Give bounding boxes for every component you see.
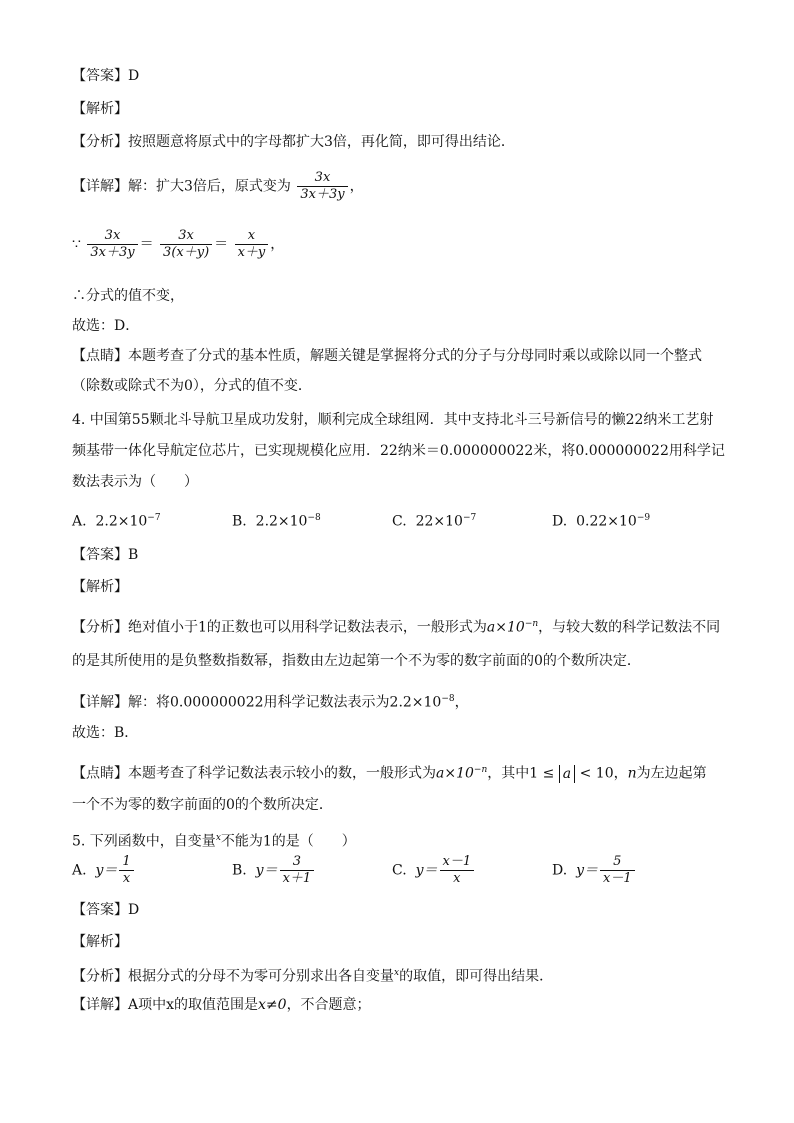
- q5-options: [72, 854, 712, 887]
- q5-option-d: D. y＝ $\frac{5}{x-1}$: [552, 854, 712, 887]
- q5-stem: 5. 下列函数中，自变量$^x$不能为1的是（ ）: [72, 833, 356, 850]
- q5-answer: 【答案】D: [72, 902, 140, 918]
- q3-fraction-1: $\frac{3x}{3x+3y}$: [297, 170, 347, 203]
- q5-option-a: A. y＝ $\frac{1}{x}$: [72, 854, 232, 887]
- q4-stem-2: 频基带一体化导航定位芯片，已实现规模化应用．22纳米＝0.000000022米，将0.000000022用科学记: [72, 443, 725, 459]
- q3-xiangjie: 【详解】解：扩大3倍后，原式变为 $\frac{3x}{3x+3y}$ ，: [72, 170, 364, 202]
- q5-analysis-label: 【解析】: [72, 934, 128, 950]
- q3-answer: 【答案】D: [72, 68, 140, 84]
- q3-therefore: ∴分式的值不变，: [72, 288, 184, 304]
- q3-dianjing-2: （除数或除式不为0），分式的值不变．: [72, 378, 312, 394]
- q4-fenxi-2: 的是其所使用的是负整数指数幂，指数由左边起第一个不为零的数字前面的0的个数所决定．: [72, 653, 641, 669]
- q3-choose: 故选：D．: [72, 318, 140, 334]
- q3-dianjing-1: 【点睛】本题考查了分式的基本性质，解题关键是掌握将分式的分子与分母同时乘以或除以同一个整式: [72, 348, 702, 364]
- q4-dianjing-1: 【点睛】本题考查了科学记数法表示较小的数，一般形式为$a\times 10^{-n}$，其中1 ≤ a < 10，n为左边起第: [72, 765, 707, 782]
- q4-option-a: A. $2.2\times 10^{-7}$: [72, 513, 161, 530]
- q4-option-b: B. $2.2\times 10^{-8}$: [232, 513, 321, 530]
- q5-option-c: C. y＝ $\frac{x-1}{x}$: [392, 854, 552, 887]
- q5-fenxi: 【分析】根据分式的分母不为零可分别求出各自变量$^x$的取值，即可得出结果．: [72, 968, 554, 985]
- q3-fraction-2c: $\frac{x}{x+y}$: [235, 228, 269, 261]
- q3-analysis-label: 【解析】: [72, 101, 128, 117]
- q4-analysis-label: 【解析】: [72, 579, 128, 595]
- q4-xiangjie: 【详解】解：将0.000000022用科学记数法表示为$2.2\times 10^{-8}$，: [72, 694, 469, 711]
- q5-xiangjie: 【详解】A项中x的取值范围是x≠0，不合题意；: [72, 997, 371, 1013]
- q3-fraction-2a: $\frac{3x}{3x+3y}$: [87, 228, 137, 261]
- q4-answer: 【答案】B: [72, 547, 139, 563]
- q4-dianjing-2: 一个不为零的数字前面的0的个数所决定．: [72, 797, 333, 813]
- q4-option-d: D. $0.22\times 10^{-9}$: [552, 513, 651, 530]
- q4-options: [72, 508, 712, 532]
- q5-option-b: B. y＝ $\frac{3}{x+1}$: [232, 854, 392, 887]
- q4-stem-1: 4. 中国第55颗北斗导航卫星成功发射，顺利完成全球组网．其中支持北斗三号新信号的懒22纳米工艺射: [72, 412, 714, 428]
- q4-choose: 故选：B．: [72, 725, 139, 741]
- q4-stem-3: 数法表示为（ ）: [72, 474, 198, 490]
- q4-fenxi-1: 【分析】绝对值小于1的正数也可以用科学记数法表示，一般形式为$a\times 10^{-n}$，与较大数的科学记数法不同: [72, 619, 721, 636]
- q4-option-c: C. $22\times 10^{-7}$: [392, 513, 477, 530]
- q3-fraction-2b: $\frac{3x}{3(x+y)}$: [160, 228, 212, 261]
- q3-fenxi: 【分析】按照题意将原式中的字母都扩大3倍，再化简，即可得出结论．: [72, 134, 515, 150]
- q3-equation: ∵ $\frac{3x}{3x+3y}$ ＝ $\frac{3x}{3(x+y)}$ ＝ $\frac{x}{x+y}$ ，: [72, 228, 285, 260]
